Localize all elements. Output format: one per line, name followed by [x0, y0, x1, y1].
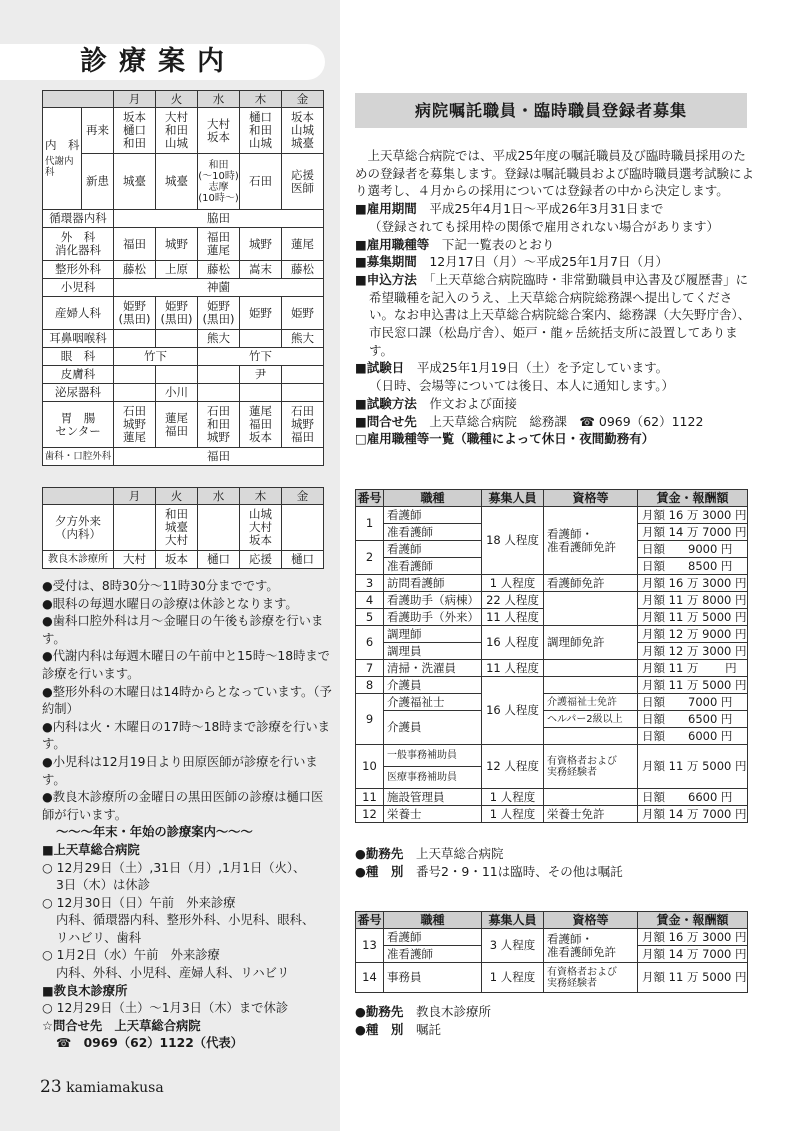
schedule-table-2: [42, 487, 324, 569]
note-item: ●歯科口腔外科は月～金曜日の午後も診療を行います。: [42, 614, 324, 646]
note-item: ●眼科の毎週水曜日の診療は休診となります。: [42, 596, 298, 611]
dept-cell: [114, 384, 156, 402]
row-job: 看護助手（病棟）: [384, 592, 482, 609]
recruit-title: 病院嘱託職員・臨時職員登録者募集: [355, 93, 747, 128]
row-no: 11: [356, 789, 384, 806]
shinkan-wed: 和田 (～10時) 志摩 (10時～): [198, 154, 240, 210]
field-label: ■申込方法: [355, 271, 417, 287]
field-label: ■試験方法: [355, 395, 417, 411]
row-count: 1 人程度: [482, 575, 544, 592]
yugata-wed: [198, 505, 240, 551]
row-job: 看護師: [384, 929, 482, 946]
row-no: 9: [356, 694, 384, 745]
dept-span: 脇田: [114, 210, 324, 228]
dept-label: 歯科・口腔外科: [43, 448, 114, 466]
kyorugi-thu: 応援: [240, 551, 282, 569]
col-count: 募集人員: [482, 912, 544, 929]
dept-cell: [198, 366, 240, 384]
col-pay: 賃金・報酬額: [638, 490, 748, 507]
row-pay: 月額 12 万 3000 円: [638, 643, 748, 660]
row-pay: 月額 11 万 5000 円: [638, 609, 748, 626]
day-fri: 金: [282, 91, 324, 108]
row-job: 准看護師: [384, 524, 482, 541]
dept-cell: [198, 384, 240, 402]
dept-label: 胃 腸 センター: [43, 402, 114, 448]
day-wed: 水: [198, 91, 240, 108]
row-pay: 月額 14 万 7000 円: [638, 524, 748, 541]
row-job: 清掃・洗濯員: [384, 660, 482, 677]
magazine-name: kamiamakusa: [66, 1080, 164, 1096]
dept-cell: 姫野: [282, 297, 324, 330]
col-pay: 賃金・報酬額: [638, 912, 748, 929]
dept-label: 小児科: [43, 279, 114, 297]
row-no: 10: [356, 745, 384, 789]
day-fri: 金: [282, 488, 324, 505]
row-count: 11 人程度: [482, 660, 544, 677]
field-value: 平成25年4月1日～平成26年3月31日まで: [429, 201, 664, 217]
dept-label: 整形外科: [43, 261, 114, 279]
row-count: 1 人程度: [482, 789, 544, 806]
kyorugi-fri: 樋口: [282, 551, 324, 569]
job-table: [355, 489, 748, 823]
dept-cell: [114, 330, 156, 348]
dept-cell: [156, 366, 198, 384]
note-item: ●受付は、8時30分～11時30分までです。: [42, 579, 279, 593]
dept-cell: 姫野: [240, 297, 282, 330]
row-no: 14: [356, 963, 384, 993]
note-item: ●小児科は12月19日より田原医師が診療を行います。: [42, 754, 318, 787]
row-no: 4: [356, 592, 384, 609]
field-value: 12月17日（月）～平成25年1月7日（月）: [429, 254, 668, 270]
row-count: 18 人程度: [482, 507, 544, 575]
row-qual: [544, 789, 638, 806]
work-place: 上天草総合病院: [415, 846, 504, 861]
saishin-mon: 坂本 樋口 和田: [114, 108, 156, 154]
nenmatsu-line: 3日（木）は休診: [56, 878, 150, 893]
dept-cell: 蓮尾: [282, 228, 324, 261]
field-note: （日時、会場等については後日、本人に通知します。）: [369, 378, 675, 394]
row-pay: 月額 11 万 5000 円: [638, 677, 748, 694]
list-title: □雇用職種等一覧（職種によって休日・夜間勤務有）: [355, 431, 655, 447]
field-value: 上天草総合病院 総務課 ☎ 0969（62）1122: [429, 413, 704, 429]
dept-cell: [240, 330, 282, 348]
dept-cell: 石田 城野 福田: [282, 402, 324, 448]
dept-label: 循環器内科: [43, 210, 114, 228]
row-count: 11 人程度: [482, 609, 544, 626]
row-count: 3 人程度: [482, 929, 544, 963]
col-qual: 資格等: [544, 912, 638, 929]
row-no: 7: [356, 660, 384, 677]
row-job: 看護師: [384, 507, 482, 524]
nenmatsu-line: 内科、循環器内科、整形外科、小児科、眼科、: [56, 913, 315, 928]
dept-cell: 小川: [156, 384, 198, 402]
dept-label: 泌尿器科: [43, 384, 114, 402]
dept-cell: 熊大: [282, 330, 324, 348]
dept-cell: [282, 384, 324, 402]
field-label: ■試験日: [355, 360, 405, 376]
nenmatsu-contact: ☆問合せ先 上天草総合病院: [42, 1018, 201, 1033]
dept-cell: 姫野 (黒田): [156, 297, 198, 330]
col-count: 募集人員: [482, 490, 544, 507]
dept-cell: [240, 384, 282, 402]
note-item: ●整形外科の木曜日は14時からとなっています。（予約制）: [42, 684, 332, 717]
row-job: 看護師: [384, 541, 482, 558]
dept-cell: 福田: [114, 228, 156, 261]
row-no: 13: [356, 929, 384, 963]
saishin-wed: 大村 坂本: [198, 108, 240, 154]
note-item: ●教良木診療所の金曜日の黒田医師の診療は樋口医師が行います。: [42, 790, 324, 822]
field-label: ■雇用職種等: [355, 236, 430, 252]
kyorugi-label: 教良木診療所: [43, 551, 114, 569]
work-info-2: [355, 1003, 491, 1039]
field-value: 「上天草総合病院臨時・非常勤職員申込書及び履歴書」に希望職種を記入のうえ、上天草総合病院総務課へ提出してください。なお申込書は上天草総合病院総合案内、総務課（大矢野庁舎）、市民窓口課（松島庁舎）、姫戸・龍ヶ岳統括支所に設置してあります。: [369, 271, 751, 358]
shinkan-fri: 応援 医師: [282, 154, 324, 210]
row-count: 22 人程度: [482, 592, 544, 609]
day-tue: 火: [156, 91, 198, 108]
row-qual: 調理師免許: [544, 626, 638, 660]
yugata-thu: 山城 大村 坂本: [240, 505, 282, 551]
row-no: 1: [356, 507, 384, 541]
nenmatsu-line: ○ 12月29日（土）,31日（月）,1月1日（火）、: [42, 860, 306, 875]
kyorugi-tue: 坂本: [156, 551, 198, 569]
kyorugi-mon: 大村: [114, 551, 156, 569]
page-title: 診療案内: [80, 46, 236, 77]
row-pay: 月額 14 万 7000 円: [638, 806, 748, 823]
row-no: 2: [356, 541, 384, 575]
shinkan-label: 新患: [82, 154, 114, 210]
field-label: ■募集期間: [355, 254, 417, 270]
row-job: 栄養士: [384, 806, 482, 823]
shinkan-thu: 石田: [240, 154, 282, 210]
row-qual: 有資格者および 実務経験者: [544, 745, 638, 789]
page-footer: [40, 1077, 164, 1097]
row-no: 12: [356, 806, 384, 823]
row-count: 1 人程度: [482, 963, 544, 993]
row-count: 12 人程度: [482, 745, 544, 789]
saishin-tue: 大村 和田 山城: [156, 108, 198, 154]
field-value: 下記一覧表のとおり: [441, 236, 555, 252]
work-kind: 番号2・9・11は臨時、その他は嘱託: [415, 864, 623, 879]
day-mon: 月: [114, 91, 156, 108]
shinkan-mon: 城臺: [114, 154, 156, 210]
row-qual: 有資格者および 実務経験者: [544, 963, 638, 993]
row-job: 介護員: [384, 711, 482, 745]
dept-cell: 蓮尾 福田: [156, 402, 198, 448]
shinkan-tue: 城臺: [156, 154, 198, 210]
dept-span: 福田: [114, 448, 324, 466]
row-job: 施設管理員: [384, 789, 482, 806]
row-pay: 月額 16 万 3000 円: [638, 929, 748, 946]
nenmatsu-line: ○ 12月29日（土）～1月3日（木）まで休診: [42, 1001, 289, 1016]
col-job: 職種: [384, 490, 482, 507]
row-pay: 月額 11 万 5000 円: [638, 963, 748, 993]
field-note: （登録されても採用枠の関係で雇用されない場合があります）: [369, 218, 720, 234]
corner-cell: [43, 488, 114, 505]
notes-block: [42, 578, 332, 1053]
row-job: 調理師: [384, 626, 482, 643]
nenmatsu-tel: ☎ 0969（62）1122（代表）: [56, 1036, 243, 1051]
row-no: 6: [356, 626, 384, 660]
row-qual: [544, 660, 638, 677]
row-no: 3: [356, 575, 384, 592]
dept-cell: 蓮尾 福田 坂本: [240, 402, 282, 448]
dept-cell: 藤松: [114, 261, 156, 279]
dept-span-left: 竹下: [114, 348, 198, 366]
row-qual: [544, 592, 638, 626]
dept-cell: 福田 蓮尾: [198, 228, 240, 261]
field-value: 作文および面接: [429, 395, 517, 411]
row-pay: 日額 7000 円: [638, 694, 748, 711]
work-kind-label: ●種 別: [355, 864, 404, 879]
row-job: 事務員: [384, 963, 482, 993]
col-qual: 資格等: [544, 490, 638, 507]
work-place-label: ●勤務先: [355, 1004, 404, 1019]
yugata-tue: 和田 城臺 大村: [156, 505, 198, 551]
row-job: 看護助手（外来）: [384, 609, 482, 626]
row-job: 訪問看護師: [384, 575, 482, 592]
field-label: ■問合せ先: [355, 413, 417, 429]
yugata-label: 夕方外来 （内科）: [43, 505, 114, 551]
row-job: 准看護師: [384, 946, 482, 963]
dept-cell: 姫野 (黒田): [198, 297, 240, 330]
dept-cell: 尹: [240, 366, 282, 384]
yugata-fri: [282, 505, 324, 551]
row-qual: [544, 728, 638, 745]
row-qual: 介護福祉士免許: [544, 694, 638, 711]
dept-cell: 姫野 (黒田): [114, 297, 156, 330]
row-count: 1 人程度: [482, 806, 544, 823]
row-pay: 月額 11 万 5000 円: [638, 745, 748, 789]
day-wed: 水: [198, 488, 240, 505]
field-value: 平成25年1月19日（土）を予定しています。: [416, 360, 669, 376]
dept-span-right: 竹下: [198, 348, 324, 366]
saishin-label: 再来: [82, 108, 114, 154]
work-place: 教良木診療所: [415, 1004, 491, 1019]
dept-cell: 石田 城野 蓮尾: [114, 402, 156, 448]
dept-cell: 石田 和田 城野: [198, 402, 240, 448]
col-job: 職種: [384, 912, 482, 929]
saishin-thu: 樋口 和田 山城: [240, 108, 282, 154]
col-no: 番号: [357, 490, 382, 505]
dept-label: 外 科 消化器科: [43, 228, 114, 261]
day-mon: 月: [114, 488, 156, 505]
row-pay: 日額 8500 円: [638, 558, 748, 575]
row-pay: 月額 16 万 3000 円: [638, 575, 748, 592]
field-label: ■雇用期間: [355, 201, 417, 217]
row-qual: 栄養士免許: [544, 806, 638, 823]
row-pay: 月額 16 万 3000 円: [638, 507, 748, 524]
row-qual: 看護師・ 准看護師免許: [544, 507, 638, 575]
yugata-mon: [114, 505, 156, 551]
naika-label: 内 科: [45, 138, 80, 152]
work-kind: 嘱託: [415, 1022, 441, 1037]
row-qual: ヘルパー2級以上: [544, 711, 638, 728]
row-qual: 看護師・ 准看護師免許: [544, 929, 638, 963]
dept-cell: 藤松: [198, 261, 240, 279]
job-table-2: [355, 911, 748, 993]
dept-label: 眼 科: [43, 348, 114, 366]
dept-cell: 城野: [240, 228, 282, 261]
day-thu: 木: [240, 488, 282, 505]
dept-label: 産婦人科: [43, 297, 114, 330]
dept-label: 皮膚科: [43, 366, 114, 384]
corner-cell: [43, 91, 114, 108]
recruit-intro: 上天草総合病院では、平成25年度の嘱託職員及び臨時職員採用のための登録者を募集します。登録は嘱託職員および臨時職員選考試験により選考し、４月からの採用については登録者の中から決定します。: [355, 148, 755, 199]
saishin-fri: 坂本 山城 城臺: [282, 108, 324, 154]
row-qual: 看護師免許: [544, 575, 638, 592]
work-kind-label: ●種 別: [355, 1022, 404, 1037]
nenmatsu-line: ○ 12月30日（日）午前 外来診療: [42, 895, 236, 910]
dept-cell: [156, 330, 198, 348]
dept-label: 耳鼻咽喉科: [43, 330, 114, 348]
row-job: 調理員: [384, 643, 482, 660]
nenmatsu-heading: ～～～年末・年始の診療案内～～～: [56, 825, 253, 840]
nenmatsu-line: ○ 1月2日（水）午前 外来診療: [42, 948, 220, 963]
row-pay: 月額 11 万 8000 円: [638, 592, 748, 609]
row-pay: 日額 6000 円: [638, 728, 748, 745]
dept-span: 神薗: [114, 279, 324, 297]
dept-cell: 熊大: [198, 330, 240, 348]
page-number: 23: [40, 1077, 62, 1097]
row-no: 5: [356, 609, 384, 626]
row-pay: 日額 6600 円: [638, 789, 748, 806]
recruit-body: [355, 147, 755, 448]
note-item: ●代謝内科は毎週木曜日の午前中と15時～18時まで診療を行います。: [42, 649, 330, 681]
work-info-1: [355, 845, 623, 881]
dept-cell: 上原: [156, 261, 198, 279]
row-pay: 月額 11 万 円: [638, 660, 748, 677]
kyorugi-wed: 樋口: [198, 551, 240, 569]
row-job: 医療事務補助員: [384, 767, 482, 789]
work-place-label: ●勤務先: [355, 846, 404, 861]
row-job: 准看護師: [384, 558, 482, 575]
note-item: ●内科は火・木曜日の17時～18時まで診療を行います。: [42, 719, 330, 752]
day-thu: 木: [240, 91, 282, 108]
dept-cell: [114, 366, 156, 384]
nenmatsu-clinic: ■教良木診療所: [42, 983, 128, 998]
row-job: 介護福祉士: [384, 694, 482, 711]
nenmatsu-line: 内科、外科、小児科、産婦人科、リハビリ: [56, 966, 290, 981]
dept-cell: [282, 366, 324, 384]
daisha-label: 代謝内科: [45, 156, 74, 178]
row-pay: 月額 12 万 9000 円: [638, 626, 748, 643]
dept-cell: 城野: [156, 228, 198, 261]
row-count: 16 人程度: [482, 677, 544, 745]
col-no: 番号: [357, 912, 382, 927]
row-qual: [544, 677, 638, 694]
row-count: 16 人程度: [482, 626, 544, 660]
schedule-table: [42, 90, 324, 466]
dept-cell: 藤松: [282, 261, 324, 279]
nenmatsu-line: リハビリ、歯科: [56, 930, 142, 945]
dept-cell: 嵩末: [240, 261, 282, 279]
naika-label-cell: [43, 108, 82, 210]
row-job: 介護員: [384, 677, 482, 694]
nenmatsu-hospital: ■上天草総合病院: [42, 842, 140, 857]
row-pay: 日額 6500 円: [638, 711, 748, 728]
row-no: 8: [356, 677, 384, 694]
row-pay: 日額 9000 円: [638, 541, 748, 558]
row-job: 一般事務補助員: [384, 745, 482, 767]
row-pay: 月額 14 万 7000 円: [638, 946, 748, 963]
day-tue: 火: [156, 488, 198, 505]
